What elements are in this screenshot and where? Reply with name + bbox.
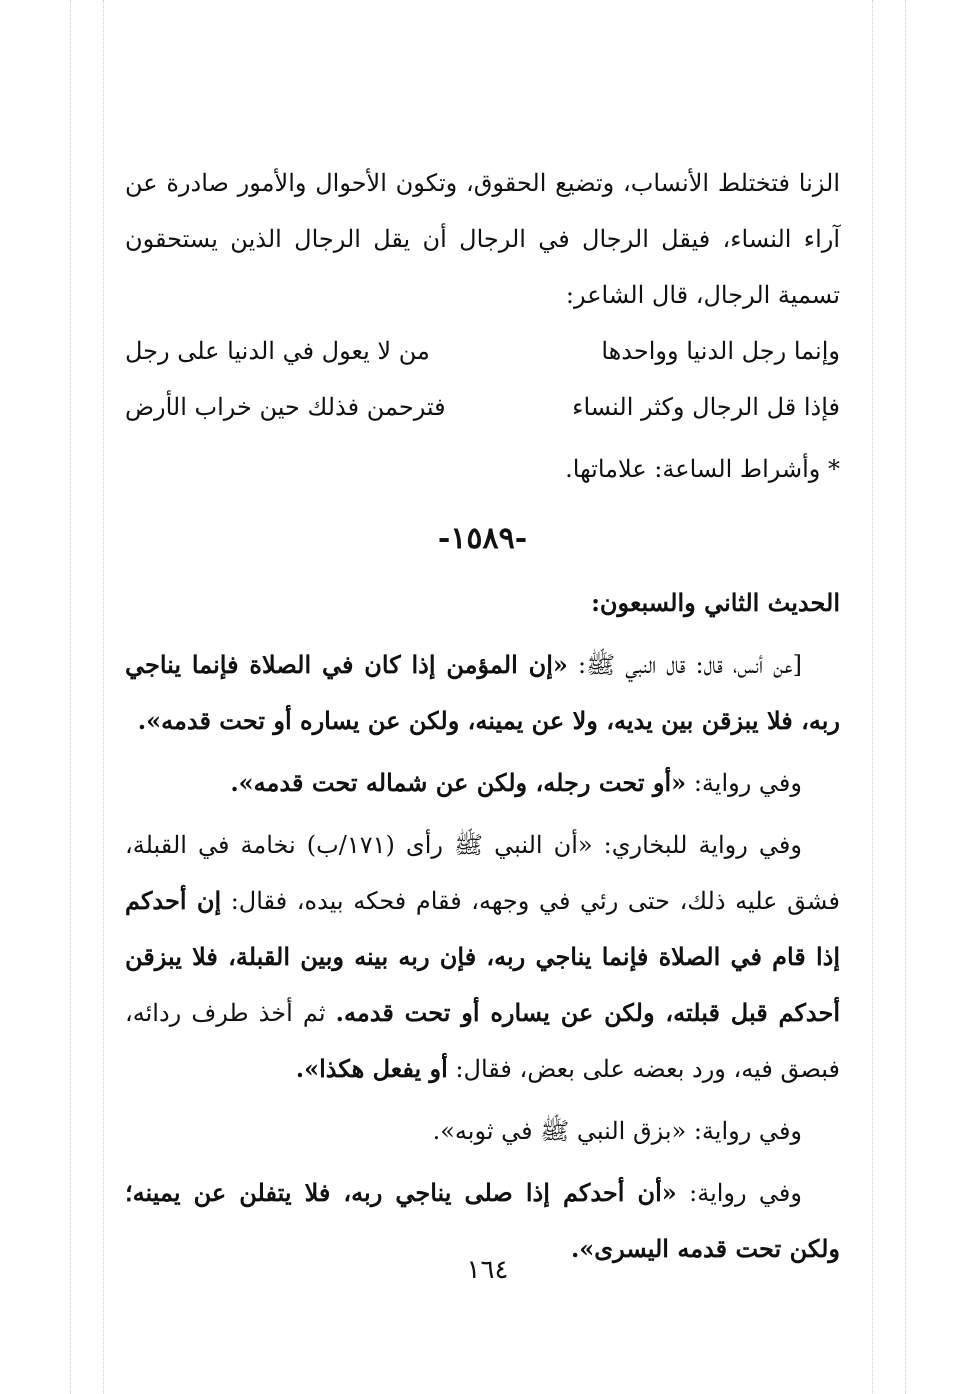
poem-verse [125,323,840,379]
narration-text-plain: وفي رواية للبخاري: «أن النبي ﷺ رأى (١٧١/ب) نخامة في القبلة، فشق عليه ذلك، حتى رئي في وجهه، فقام فحكه بيده، فقال: [125,831,840,915]
verse-first-hemistich: وإنما رجل الدنيا وواحدها [601,337,840,365]
narration-text-bold: «أن أحدكم إذا صلى يناجي ربه، فلا يتفلن عن يمينه؛ ولكن تحت قدمه اليسرى». [125,1178,840,1263]
poem-verse [125,379,840,435]
hadith-number-heading: -١٥٨٩- [437,521,528,556]
narration-text-bold: إن أحدكم إذا قام في الصلاة فإنما يناجي ربه، فإن ربه بينه وبين القبلة، فلا يبزقن أحدكم قبل قبلته، ولكن عن يساره أو تحت قدمه. [125,886,841,1027]
narration-text-plain: ثم أخذ طرف ردائه، فبصق فيه، ورد بعضه على بعض، فقال: [125,999,840,1083]
narration-text-bold: أو يفعل هكذا». [295,1054,448,1083]
page-number: ١٦٤ [466,1255,509,1285]
verse-second-hemistich: من لا يعول في الدنيا على رجل [125,337,430,365]
hadith-text-bold: «إن المؤمن إذا كان في الصلاة فإنما يناجي ربه، فلا يبزقن بين يديه، ولا عن يمينه، ولكن عن يساره أو تحت قدمه». [125,650,840,735]
verse-second-hemistich: فترحمن فذلك حين خراب الأرض [125,393,446,421]
footnote-definition: * وأشراط الساعة: علاماتها. [565,455,840,483]
intro-text: الزنا فتختلط الأنساب، وتضيع الحقوق، وتكون الأحوال والأمور صادرة عن آراء النساء، فيقل الرجال في الرجال أن يقل الرجال الذين يستحقون تسمية الرجال، قال الشاعر: [125,169,840,309]
intro-paragraph [125,155,840,323]
narration-text-bold: «أو تحت رجله، ولكن عن شماله تحت قدمه». [230,768,687,797]
scan-guide-line [103,0,104,1394]
scan-guide-line [70,0,71,1394]
book-page-body [125,155,840,1277]
scan-guide-line [872,0,873,1394]
narration-text-plain: وفي رواية: [676,1179,802,1207]
verse-first-hemistich: فإذا قل الرجال وكثر النساء [572,393,840,421]
narration-text-plain: وفي رواية: «بزق النبي ﷺ في ثوبه». [432,1117,802,1145]
hadith-text-plain: [عن أنس، قال: قال النبي ﷺ: [567,651,803,679]
scan-guide-line [905,0,906,1394]
hadith-paragraph [125,637,840,749]
narration-paragraph [125,755,840,811]
bukhari-narration-paragraph [125,817,840,1097]
narration-paragraph [125,1103,840,1159]
narration-text-plain: وفي رواية: [686,769,802,797]
hadith-title: الحديث الثاني والسبعون: [591,588,840,617]
